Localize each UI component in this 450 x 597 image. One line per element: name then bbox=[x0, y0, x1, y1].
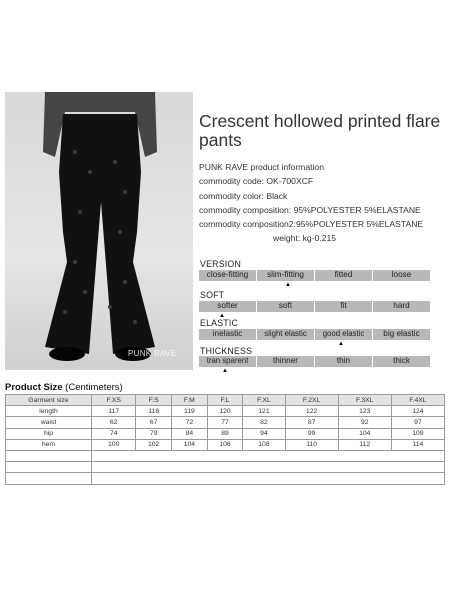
table-cell: 92 bbox=[338, 417, 391, 428]
table-cell: 102 bbox=[136, 439, 172, 450]
selected-marker-icon: ▲ bbox=[338, 341, 344, 347]
table-cell: 124 bbox=[391, 406, 444, 417]
table-cell: 123 bbox=[338, 406, 391, 417]
flare-pants-illustration bbox=[5, 92, 193, 370]
option-cell: softer bbox=[199, 301, 256, 312]
option-cell: big elastic bbox=[373, 329, 430, 340]
table-row-empty bbox=[6, 450, 445, 461]
scale-soft bbox=[199, 301, 431, 312]
option-cell: thick bbox=[373, 356, 430, 367]
table-cell: 118 bbox=[136, 406, 172, 417]
attr-label-elastic: ELASTIC bbox=[200, 318, 239, 328]
table-cell: 120 bbox=[207, 406, 243, 417]
table-cell: 117 bbox=[92, 406, 136, 417]
table-cell: 104 bbox=[172, 439, 208, 450]
header-cell: F.3XL bbox=[338, 395, 391, 406]
option-cell: tran sparent bbox=[199, 356, 256, 367]
commodity-composition: commodity composition: 95%POLYESTER 5%ELASTANE bbox=[199, 204, 421, 215]
size-title-bold: Product Size bbox=[5, 382, 63, 393]
table-cell: 104 bbox=[338, 428, 391, 439]
commodity-code: commodity code: OK-700XCF bbox=[199, 176, 314, 187]
table-cell: 74 bbox=[92, 428, 136, 439]
size-table bbox=[5, 394, 445, 485]
header-cell: F.XS bbox=[92, 395, 136, 406]
header-cell: F.2XL bbox=[285, 395, 338, 406]
option-cell: loose bbox=[373, 270, 430, 281]
selected-marker-icon: ▲ bbox=[219, 313, 225, 319]
product-photo bbox=[5, 92, 193, 370]
scale-elastic bbox=[199, 329, 431, 340]
scale-thickness bbox=[199, 356, 431, 367]
size-table-title bbox=[5, 382, 123, 393]
table-cell: 94 bbox=[243, 428, 285, 439]
product-title: Crescent hollowed printed flare pants bbox=[199, 111, 441, 150]
row-label: waist bbox=[6, 417, 92, 428]
table-cell: 114 bbox=[391, 439, 444, 450]
table-cell: 99 bbox=[285, 428, 338, 439]
attr-label-thickness: THICKNESS bbox=[200, 346, 253, 356]
weight: weight: kg-0.215 bbox=[273, 233, 337, 244]
table-cell: 109 bbox=[391, 428, 444, 439]
table-row bbox=[6, 417, 445, 428]
selected-marker-icon: ▲ bbox=[222, 368, 228, 374]
table-cell: 108 bbox=[243, 439, 285, 450]
option-cell: thinner bbox=[257, 356, 314, 367]
table-cell: 106 bbox=[207, 439, 243, 450]
table-cell: 100 bbox=[92, 439, 136, 450]
option-cell: good elastic bbox=[315, 329, 372, 340]
option-cell: fitted bbox=[315, 270, 372, 281]
header-cell: F.S bbox=[136, 395, 172, 406]
table-row bbox=[6, 428, 445, 439]
header-cell: F.XL bbox=[243, 395, 285, 406]
header-cell: F.4XL bbox=[391, 395, 444, 406]
table-header-row bbox=[6, 395, 445, 406]
row-label: hip bbox=[6, 428, 92, 439]
option-cell: hard bbox=[373, 301, 430, 312]
info-heading: PUNK RAVE product information bbox=[199, 162, 324, 172]
table-cell: 77 bbox=[207, 417, 243, 428]
size-title-unit: (Centimeters) bbox=[62, 382, 123, 393]
table-row-empty bbox=[6, 462, 445, 473]
table-cell: 97 bbox=[391, 417, 444, 428]
table-cell: 119 bbox=[172, 406, 208, 417]
product-info bbox=[199, 160, 423, 246]
header-cell: F.L bbox=[207, 395, 243, 406]
table-cell: 122 bbox=[285, 406, 338, 417]
row-label: length bbox=[6, 406, 92, 417]
option-cell: slim-fitting bbox=[257, 270, 314, 281]
selected-marker-icon: ▲ bbox=[285, 282, 291, 288]
table-cell: 110 bbox=[285, 439, 338, 450]
option-cell: soft bbox=[257, 301, 314, 312]
table-cell: 72 bbox=[172, 417, 208, 428]
table-cell: 67 bbox=[136, 417, 172, 428]
header-cell: Garment size bbox=[6, 395, 92, 406]
watermark-text: PUNK RAVE bbox=[128, 349, 177, 358]
table-cell: 82 bbox=[243, 417, 285, 428]
attr-label-soft: SOFT bbox=[200, 290, 225, 300]
table-cell: 62 bbox=[92, 417, 136, 428]
option-cell: inelastic bbox=[199, 329, 256, 340]
table-cell: 79 bbox=[136, 428, 172, 439]
option-cell: fit bbox=[315, 301, 372, 312]
table-row bbox=[6, 406, 445, 417]
commodity-color: commodity color: Black bbox=[199, 190, 288, 201]
table-cell: 89 bbox=[207, 428, 243, 439]
table-cell: 87 bbox=[285, 417, 338, 428]
option-cell: close-fitting bbox=[199, 270, 256, 281]
table-row-empty bbox=[6, 473, 445, 484]
commodity-composition2: commodity composition2:95%POLYESTER 5%ELASTANE bbox=[199, 219, 424, 230]
option-cell: thin bbox=[315, 356, 372, 367]
header-cell: F.M bbox=[172, 395, 208, 406]
option-cell: slight elastic bbox=[257, 329, 314, 340]
table-cell: 121 bbox=[243, 406, 285, 417]
table-cell: 112 bbox=[338, 439, 391, 450]
table-row bbox=[6, 439, 445, 450]
row-label: hem bbox=[6, 439, 92, 450]
attr-label-version: VERSION bbox=[200, 259, 241, 269]
table-cell: 84 bbox=[172, 428, 208, 439]
scale-version bbox=[199, 270, 431, 281]
